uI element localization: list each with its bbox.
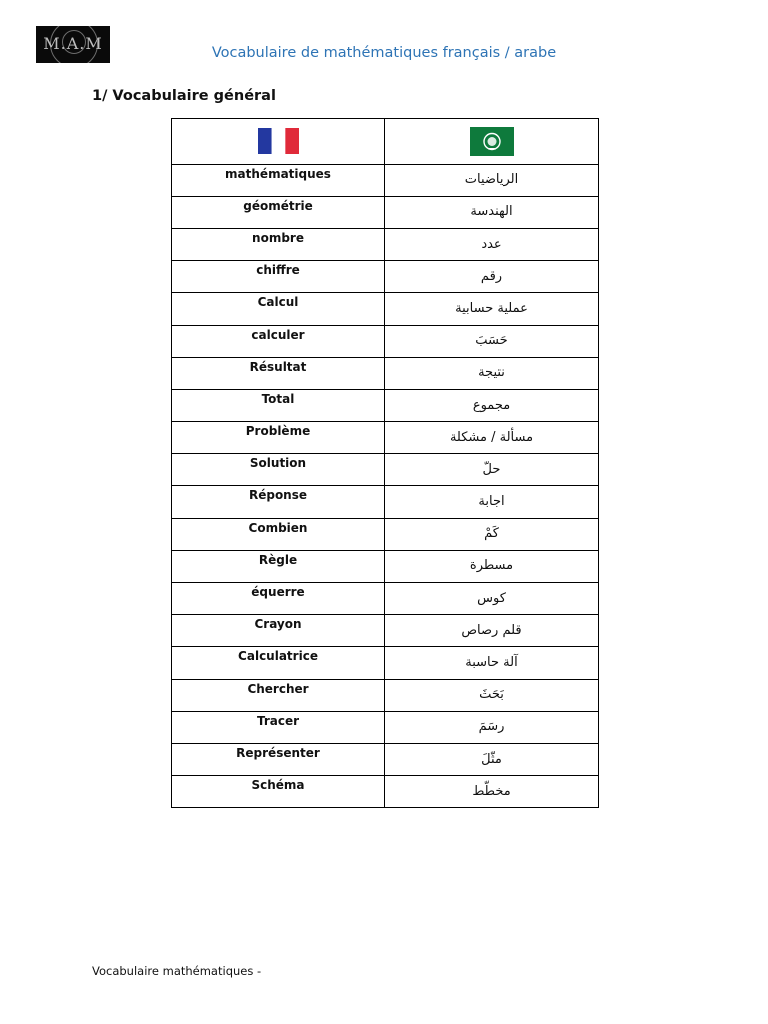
arabic-term: رسَمَ	[385, 711, 599, 743]
table-row	[172, 679, 599, 711]
french-term: mathématiques	[172, 164, 385, 196]
french-term: Réponse	[172, 486, 385, 518]
arabic-term: حَسَبَ	[385, 325, 599, 357]
arabic-term: حلّ	[385, 454, 599, 486]
french-term: équerre	[172, 583, 385, 615]
french-term: Solution	[172, 454, 385, 486]
table-row	[172, 389, 599, 421]
table-row	[172, 550, 599, 582]
table-row	[172, 261, 599, 293]
french-term: Calcul	[172, 293, 385, 325]
table-row	[172, 647, 599, 679]
table-row	[172, 711, 599, 743]
logo-text: M.A.M	[43, 34, 103, 53]
french-term: Calculatrice	[172, 647, 385, 679]
document-title: Vocabulaire de mathématiques français / arabe	[211, 45, 557, 61]
french-term: calculer	[172, 325, 385, 357]
arabic-term: عملية حسابية	[385, 293, 599, 325]
table-row	[172, 454, 599, 486]
arabic-term: رقم	[385, 261, 599, 293]
french-term: Résultat	[172, 357, 385, 389]
french-flag-cell	[172, 119, 385, 165]
table-row	[172, 743, 599, 775]
table-row	[172, 293, 599, 325]
arabic-term: مسألة / مشكلة	[385, 422, 599, 454]
vocabulary-table	[171, 118, 599, 808]
table-row	[172, 325, 599, 357]
table-row	[172, 776, 599, 808]
french-term: géométrie	[172, 196, 385, 228]
french-term: Représenter	[172, 743, 385, 775]
arabic-term: بَحَثَ	[385, 679, 599, 711]
arabic-term: مسطرة	[385, 550, 599, 582]
page-footer: Vocabulaire mathématiques -	[92, 964, 262, 978]
arabic-term: كَمْ	[385, 518, 599, 550]
french-term: Combien	[172, 518, 385, 550]
french-term: Total	[172, 389, 385, 421]
table-row	[172, 164, 599, 196]
table-row	[172, 486, 599, 518]
french-term: chiffre	[172, 261, 385, 293]
french-flag-icon	[258, 128, 299, 154]
french-term: Chercher	[172, 679, 385, 711]
french-term: Tracer	[172, 711, 385, 743]
section-heading: 1/ Vocabulaire général	[92, 88, 276, 104]
french-term: Problème	[172, 422, 385, 454]
french-term: Schéma	[172, 776, 385, 808]
arab-league-flag-icon	[470, 127, 514, 156]
arabic-term: عدد	[385, 228, 599, 260]
arabic-term: آلة حاسبة	[385, 647, 599, 679]
table-row	[172, 615, 599, 647]
table-row	[172, 196, 599, 228]
table-header-row	[172, 119, 599, 165]
french-term: nombre	[172, 228, 385, 260]
table-row	[172, 357, 599, 389]
french-term: Règle	[172, 550, 385, 582]
table-row	[172, 422, 599, 454]
arabic-term: نتيجة	[385, 357, 599, 389]
table-row	[172, 228, 599, 260]
arabic-term: مثّلَ	[385, 743, 599, 775]
arabic-term: مجموع	[385, 389, 599, 421]
table-row	[172, 518, 599, 550]
arab-flag-cell	[385, 119, 599, 165]
french-term: Crayon	[172, 615, 385, 647]
arabic-term: الرياضيات	[385, 164, 599, 196]
arabic-term: الهندسة	[385, 196, 599, 228]
arabic-term: مخطّط	[385, 776, 599, 808]
arabic-term: قلم رصاص	[385, 615, 599, 647]
arabic-term: كوس	[385, 583, 599, 615]
table-row	[172, 583, 599, 615]
arabic-term: اجابة	[385, 486, 599, 518]
